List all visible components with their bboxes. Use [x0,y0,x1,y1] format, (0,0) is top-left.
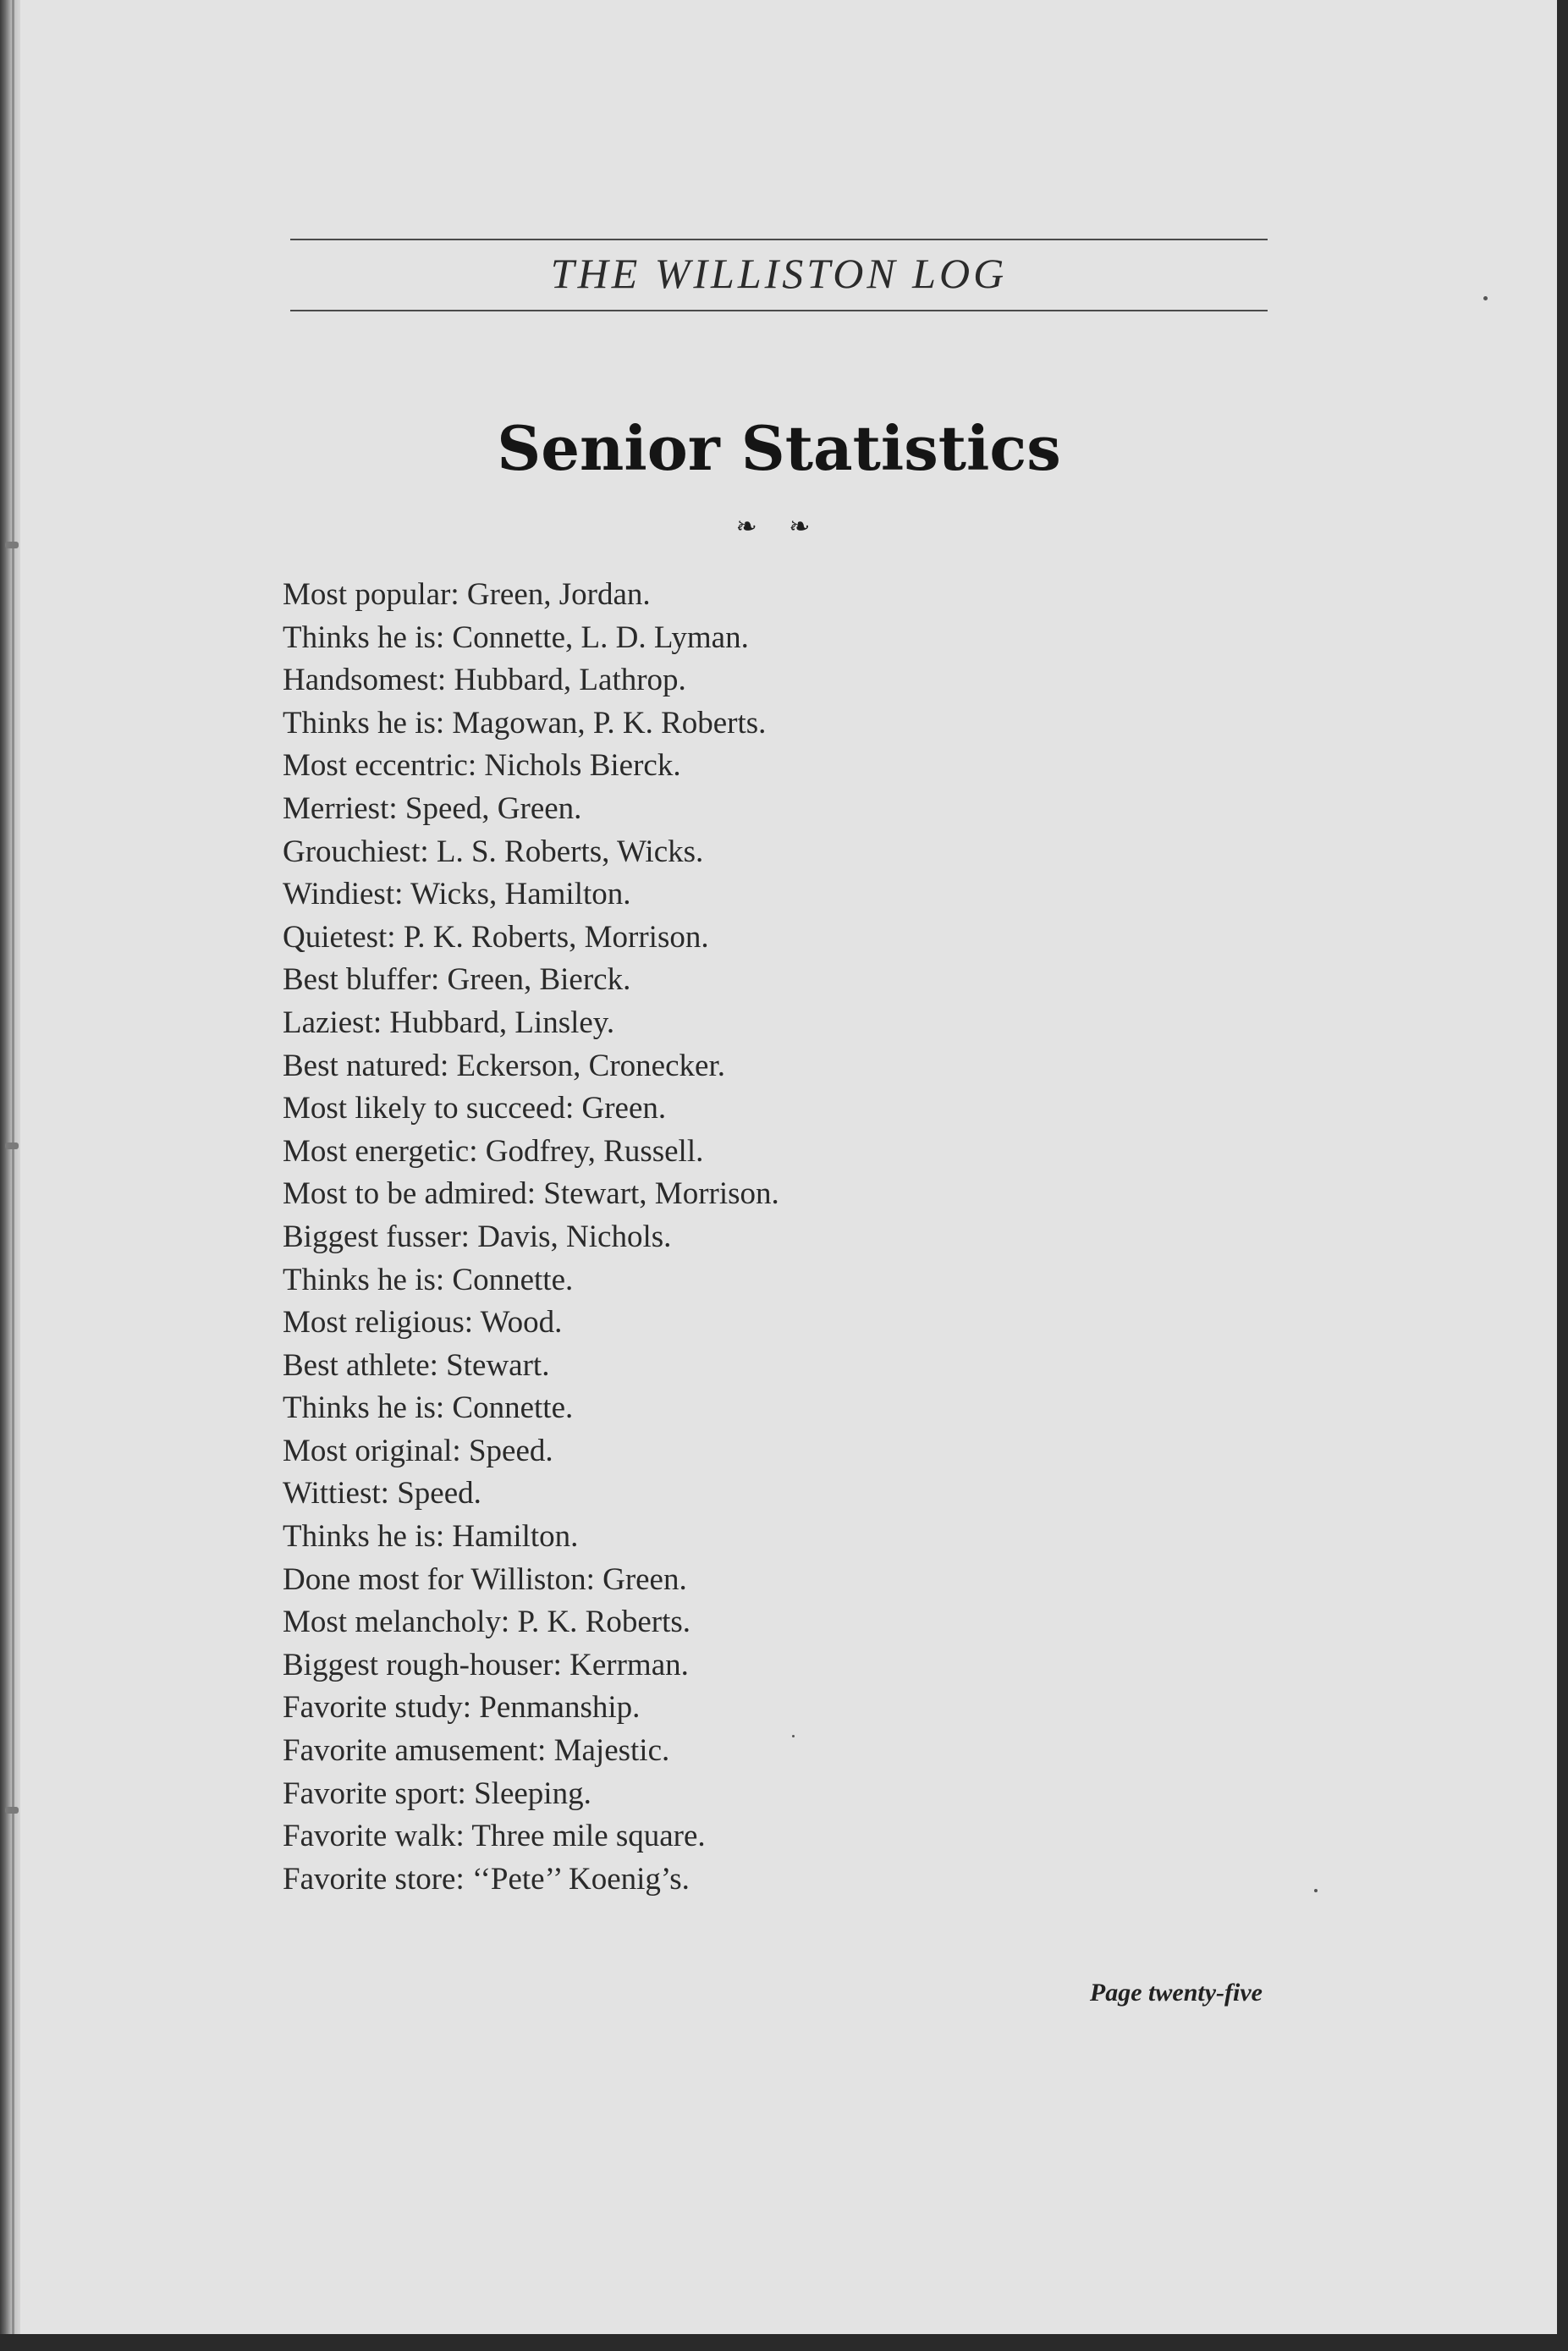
binding-stitch [5,542,19,548]
statistic-line: Done most for Williston: Green. [283,1561,687,1597]
page-title: Senior Statistics [497,412,1061,484]
statistic-line: Favorite amusement: Majestic. [283,1733,670,1769]
statistic-line: Thinks he is: Hamilton. [283,1519,579,1555]
running-head: THE WILLISTON LOG [550,250,1008,297]
statistic-line: Windiest: Wicks, Hamilton. [283,877,631,912]
statistic-line: Thinks he is: Connette, L. D. Lyman. [283,619,749,655]
header-rule-bottom [290,310,1268,311]
statistic-line: Most eccentric: Nichols Bierck. [283,748,681,784]
binding-stitch [5,1142,19,1149]
page-binding [0,0,20,2334]
statistic-line: Grouchiest: L. S. Roberts, Wicks. [283,834,704,869]
statistic-line: Thinks he is: Magowan, P. K. Roberts. [283,705,767,741]
statistic-line: Favorite study: Penmanship. [283,1690,641,1726]
statistic-line: Most original: Speed. [283,1433,553,1468]
statistic-line: Favorite walk: Three mile square. [283,1819,706,1854]
statistic-line: Favorite sport: Sleeping. [283,1776,591,1811]
binding-edge [12,0,14,2334]
statistic-line: Thinks he is: Connette. [283,1262,574,1297]
statistic-line: Most to be admired: Stewart, Morrison. [283,1176,779,1212]
statistic-line: Most energetic: Godfrey, Russell. [283,1133,704,1169]
statistic-line: Most religious: Wood. [283,1305,563,1341]
statistic-line: Thinks he is: Connette. [283,1390,574,1426]
paper-speck [792,1735,795,1737]
fleuron-ornament-icon: ❧ ❧ [735,512,823,542]
statistic-line: Merriest: Speed, Green. [283,790,582,826]
statistic-line: Best bluffer: Green, Bierck. [283,962,631,998]
statistic-line: Best natured: Eckerson, Cronecker. [283,1048,725,1083]
statistic-line: Biggest fusser: Davis, Nichols. [283,1219,672,1254]
paper-speck [1314,1889,1318,1892]
statistic-line: Laziest: Hubbard, Linsley. [283,1005,615,1040]
statistic-line: Favorite store: ‘‘Pete’’ Koenig’s. [283,1861,690,1897]
statistic-line: Handsomest: Hubbard, Lathrop. [283,663,686,698]
statistic-line: Wittiest: Speed. [283,1476,481,1511]
statistic-line: Best athlete: Stewart. [283,1347,550,1383]
statistic-line: Biggest rough-houser: Kerrman. [283,1647,689,1682]
binding-stitch [5,1807,19,1814]
statistics-list [283,574,1281,1901]
paper-speck [1483,296,1488,300]
statistic-line: Most popular: Green, Jordan. [283,577,651,612]
page-number: Page twenty-five [1089,1979,1263,2007]
header-rule-top [290,239,1268,240]
statistic-line: Most melancholy: P. K. Roberts. [283,1605,691,1640]
statistic-line: Quietest: P. K. Roberts, Morrison. [283,919,709,955]
statistic-line: Most likely to succeed: Green. [283,1091,667,1126]
